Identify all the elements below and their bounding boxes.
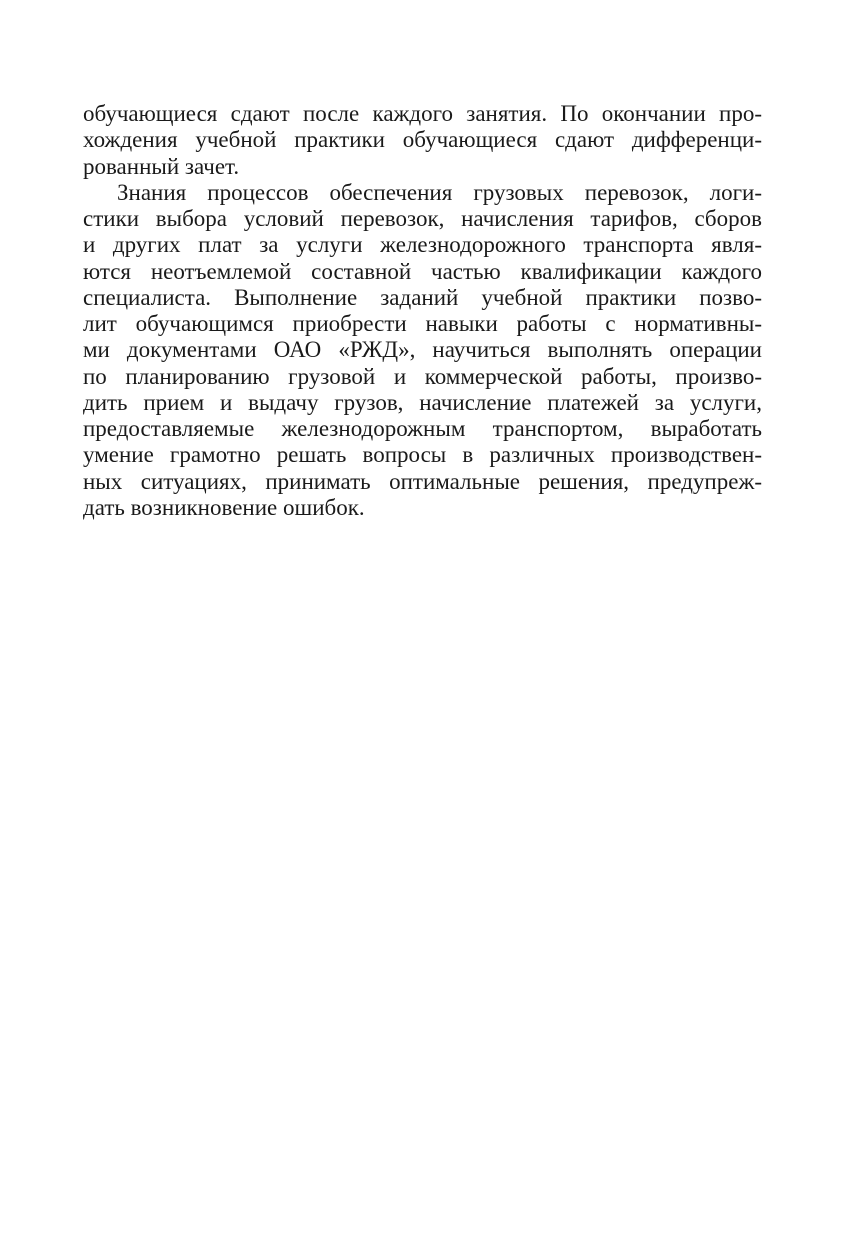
text-line: ми документами ОАО «РЖД», научиться выполнять операции <box>83 337 762 363</box>
text-line: и других плат за услуги железнодорожного транспорта явля- <box>83 232 762 258</box>
paragraph-2 <box>83 180 762 521</box>
text-line: ются неотъемлемой составной частью квалификации каждого <box>83 258 762 284</box>
text-line: лит обучающимся приобрести навыки работы с нормативны- <box>83 311 762 336</box>
body-text <box>83 101 762 521</box>
text-line: ных ситуациях, принимать оптимальные решения, предупреж- <box>83 468 762 494</box>
text-line: умение грамотно решать вопросы в различных производствен- <box>83 442 762 468</box>
text-line: рованный зачет. <box>83 153 240 179</box>
text-line: Знания процессов обеспечения грузовых перевозок, логи- <box>117 179 762 205</box>
text-line: специалиста. Выполнение заданий учебной практики позво- <box>83 284 762 310</box>
text-line: предоставляемые железнодорожным транспортом, выработать <box>83 416 762 441</box>
text-line: обучающиеся сдают после каждого занятия. По окончании про- <box>83 101 762 126</box>
text-line: дать возникновение ошибок. <box>83 494 365 520</box>
paragraph-1 <box>83 101 762 180</box>
text-line: дить прием и выдачу грузов, начисление платежей за услуги, <box>83 389 762 415</box>
text-line: хождения учебной практики обучающиеся сдают дифференци- <box>83 127 762 153</box>
text-line: по планированию грузовой и коммерческой работы, произво- <box>83 363 762 389</box>
text-line: стики выбора условий перевозок, начисления тарифов, сборов <box>83 206 762 231</box>
